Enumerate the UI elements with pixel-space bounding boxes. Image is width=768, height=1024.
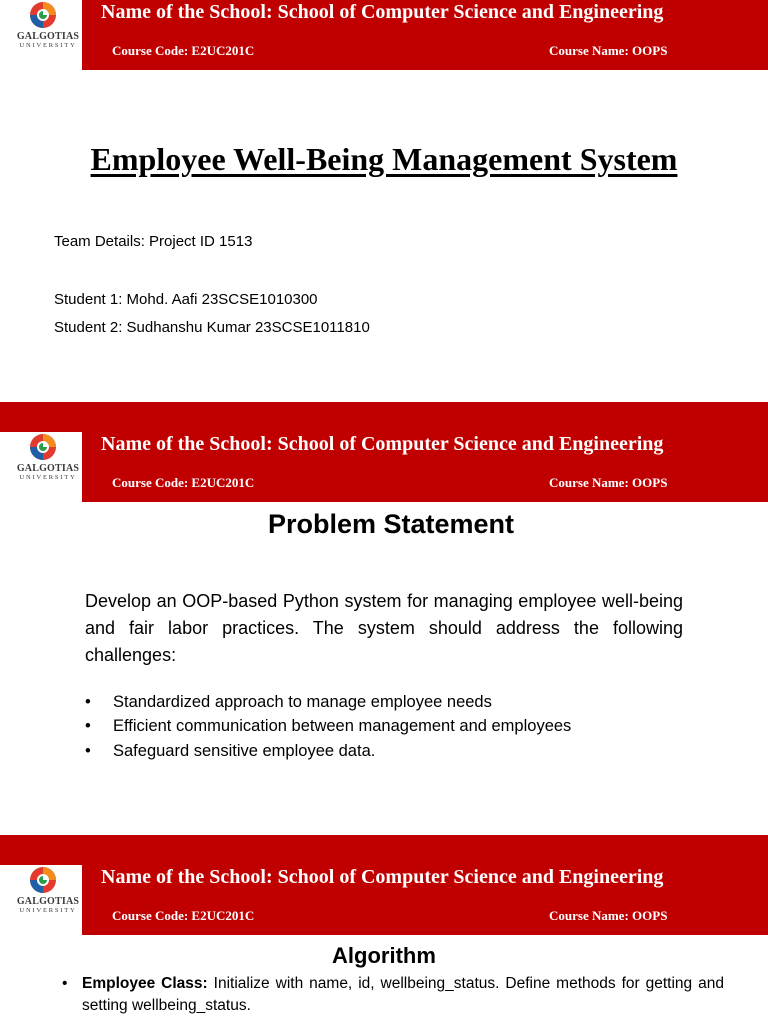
logo-subtitle: UNIVERSITY [19,42,77,49]
course-name: Course Name: OOPS [549,43,668,58]
logo-name: GALGOTIAS [16,31,80,42]
school-name: Name of the School: School of Computer Science and Engineering [101,1,664,23]
logo-subtitle: UNIVERSITY [19,474,77,481]
project-title: Employee Well-Being Management System [90,141,678,177]
school-name: Name of the School: School of Computer Science and Engineering [101,433,664,455]
header-band [82,0,768,70]
problem-statement-body: Develop an OOP-based Python system for managing employee well-being and fair labor practices. The system should address the following challenges: [85,591,683,665]
slide-header [0,865,768,935]
problem-statement-title: Problem Statement [267,509,515,539]
slide-title [0,0,768,402]
algorithm-title: Algorithm [332,943,436,968]
student-1: Student 1: Mohd. Aafi 23SCSE1010300 [54,291,318,308]
slide-algorithm: GALGOTIAS UNIVERSITY Name of the School: School of Computer Science and Engineering Course Code: E2UC201C Course Name: OOPS Algorithm • Employee Class: Initialize with name, id, wellbeing_status. Define methods for getting and setting wellbeing_status. [0,865,768,1024]
galgotias-logo-icon [28,432,58,462]
team-details: Team Details: Project ID 1513 [54,233,253,250]
algorithm-item-text: Initialize with name, id, wellbeing_status. Define methods for getting and setting wellbeing_status. [82,975,724,1014]
school-name: Name of the School: School of Computer Science and Engineering [101,866,664,888]
university-logo [0,0,82,70]
logo-name: GALGOTIAS [16,896,80,907]
course-code: Course Code: E2UC201C [112,43,255,58]
slide-header [0,0,768,70]
slide-problem-statement: GALGOTIAS UNIVERSITY Name of the School: School of Computer Science and Engineering Course Code: E2UC201C Course Name: OOPS Problem Statement Develop an OOP-based Python system for managing employee well-being and fair labor practices. The system should address the following challenges: • Standardized approach to manage employee needs • Efficient communication between management and employees • Safeguard sensitive employee data. [0,432,768,835]
course-name: Course Name: OOPS [549,475,668,490]
course-code: Course Code: E2UC201C [112,908,255,923]
logo-subtitle: UNIVERSITY [19,907,77,914]
galgotias-logo-icon [28,865,58,895]
logo-name: GALGOTIAS [16,463,80,474]
slide-divider [0,402,768,432]
course-code: Course Code: E2UC201C [112,475,255,490]
header-band [82,865,768,935]
algorithm-item-label: Employee Class: [82,975,208,992]
header-band [82,432,768,502]
course-name: Course Name: OOPS [549,908,668,923]
student-2: Student 2: Sudhanshu Kumar 23SCSE1011810 [54,319,370,336]
galgotias-logo-icon [28,0,58,30]
slide-header [0,432,768,502]
slide-divider [0,835,768,865]
university-logo [0,865,82,935]
university-logo [0,432,82,502]
